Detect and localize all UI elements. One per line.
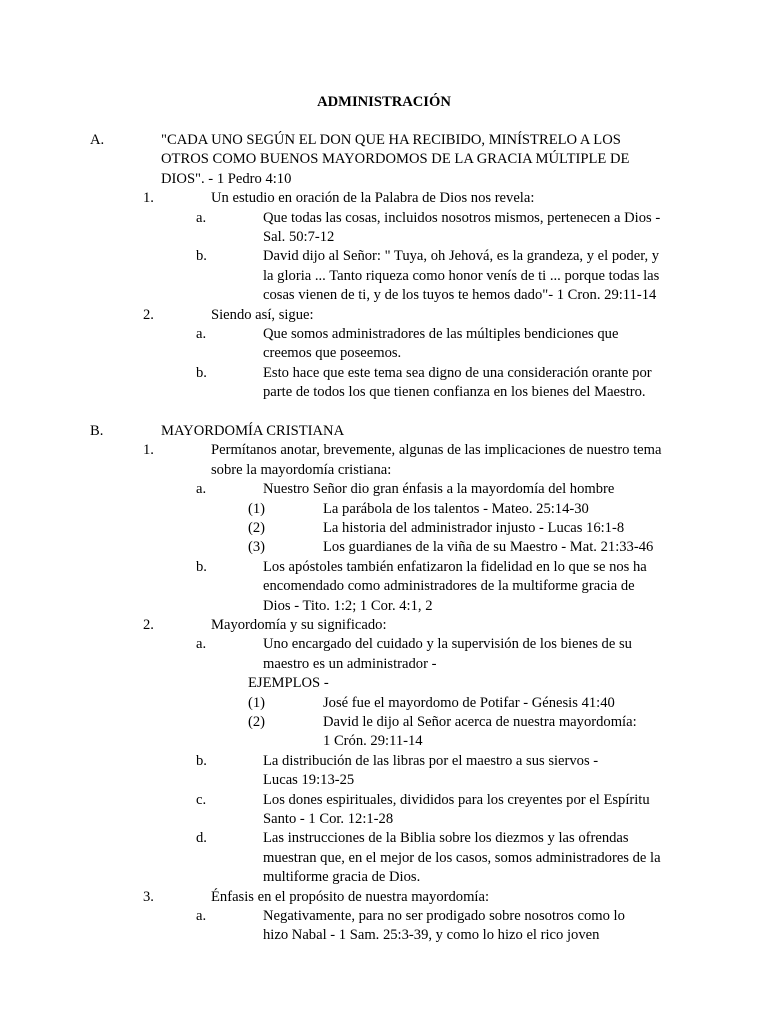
subitem-text: Los apóstoles también enfatizaron la fidelidad en lo que se nos ha: [263, 558, 647, 575]
subitem-text: Nuestro Señor dio gran énfasis a la mayordomía del hombre: [263, 481, 615, 498]
item-marker: 2.: [143, 617, 154, 633]
section-text: "CADA UNO SEGÚN EL DON QUE HA RECIBIDO, MINÍSTRELO A LOS: [161, 132, 621, 148]
point-text: La historia del administrador injusto - Lucas 16:1-8: [323, 520, 625, 536]
point-text: Los guardianes de la viña de su Maestro - Mat. 21:33-46: [323, 539, 654, 556]
section-marker: A.: [90, 132, 105, 148]
subitem-text: La distribución de las libras por el maestro a sus siervos -: [263, 752, 599, 769]
subitem-text: Esto hace que este tema sea digno de una consideración orante por: [263, 364, 652, 381]
point-marker: (3): [248, 539, 266, 556]
point-text: La parábola de los talentos - Mateo. 25:14-30: [323, 500, 589, 517]
subitem-text: maestro es un administrador -: [263, 655, 437, 672]
item-marker: 3.: [143, 888, 154, 905]
subitem-text: muestran que, en el mejor de los casos, somos administradores de la: [263, 849, 661, 866]
section-text: MAYORDOMÍA CRISTIANA: [161, 423, 345, 439]
item-text: Un estudio en oración de la Palabra de Dios nos revela:: [211, 190, 535, 207]
subitem-marker: b.: [196, 752, 207, 769]
examples-label: EJEMPLOS -: [248, 675, 329, 692]
item-marker: 1.: [143, 190, 154, 207]
subitem-text: Que somos administradores de las múltiples bendiciones que: [263, 326, 619, 342]
point-text: José fue el mayordomo de Potifar - Génesis 41:40: [323, 694, 615, 711]
subitem-marker: a.: [196, 481, 207, 498]
section-marker: B.: [90, 423, 104, 439]
point-marker: (2): [248, 714, 266, 730]
subitem-text: encomendado como administradores de la multiforme gracia de: [263, 578, 635, 595]
section-text: OTROS COMO BUENOS MAYORDOMOS DE LA GRACIA MÚLTIPLE DE: [161, 151, 630, 168]
item-text: Siendo así, sigue:: [211, 306, 314, 323]
subitem-text: multiforme gracia de Dios.: [263, 869, 421, 886]
subitem-text: Uno encargado del cuidado y la supervisión de los bienes de su: [263, 636, 632, 653]
subitem-text: parte de todos los que tienen confianza en los bienes del Maestro.: [263, 384, 646, 401]
point-marker: (1): [248, 500, 266, 517]
subitem-text: Lucas 19:13-25: [263, 772, 355, 789]
subitem-marker: d.: [196, 830, 207, 847]
document-title: ADMINISTRACIÓN: [317, 94, 451, 110]
item-text: Permítanos anotar, brevemente, algunas de las implicaciones de nuestro tema: [211, 442, 662, 459]
subitem-marker: a.: [196, 326, 207, 342]
subitem-text: David dijo al Señor: " Tuya, oh Jehová, es la grandeza, y el poder, y: [263, 248, 660, 265]
point-marker: (2): [248, 520, 266, 536]
subitem-text: Dios - Tito. 1:2; 1 Cor. 4:1, 2: [263, 597, 433, 614]
subitem-text: Santo - 1 Cor. 12:1-28: [263, 811, 394, 827]
point-marker: (1): [248, 694, 266, 711]
item-text: Mayordomía y su significado:: [211, 617, 387, 633]
subitem-text: Sal. 50:7-12: [263, 229, 335, 245]
subitem-text: cosas vienen de ti, y de los tuyos te hemos dado"- 1 Cron. 29:11-14: [263, 287, 657, 304]
subitem-text: creemos que poseemos.: [263, 345, 402, 362]
point-text: David le dijo al Señor acerca de nuestra mayordomía:: [323, 714, 637, 730]
subitem-text: hizo Nabal - 1 Sam. 25:3-39, y como lo hizo el rico joven: [263, 927, 600, 944]
subitem-text: Los dones espirituales, divididos para los creyentes por el Espíritu: [263, 791, 650, 808]
item-text: sobre la mayordomía cristiana:: [211, 461, 392, 478]
subitem-marker: b.: [196, 248, 207, 265]
point-text: 1 Crón. 29:11-14: [323, 733, 423, 750]
item-text: Énfasis en el propósito de nuestra mayordomía:: [211, 888, 490, 905]
subitem-marker: a.: [196, 636, 207, 653]
subitem-marker: a.: [196, 908, 207, 924]
item-marker: 1.: [143, 442, 154, 459]
subitem-text: Las instrucciones de la Biblia sobre los diezmos y las ofrendas: [263, 830, 629, 847]
subitem-text: Negativamente, para no ser prodigado sobre nosotros como lo: [263, 908, 625, 924]
item-marker: 2.: [143, 306, 154, 323]
subitem-marker: a.: [196, 209, 207, 226]
subitem-marker: b.: [196, 364, 207, 381]
section-text: DIOS". - 1 Pedro 4:10: [161, 170, 292, 187]
subitem-text: la gloria ... Tanto riqueza como honor venís de ti ... porque todas las: [263, 267, 660, 284]
subitem-marker: b.: [196, 558, 207, 575]
subitem-text: Que todas las cosas, incluidos nosotros mismos, pertenecen a Dios -: [263, 209, 661, 226]
subitem-marker: c.: [196, 791, 207, 808]
